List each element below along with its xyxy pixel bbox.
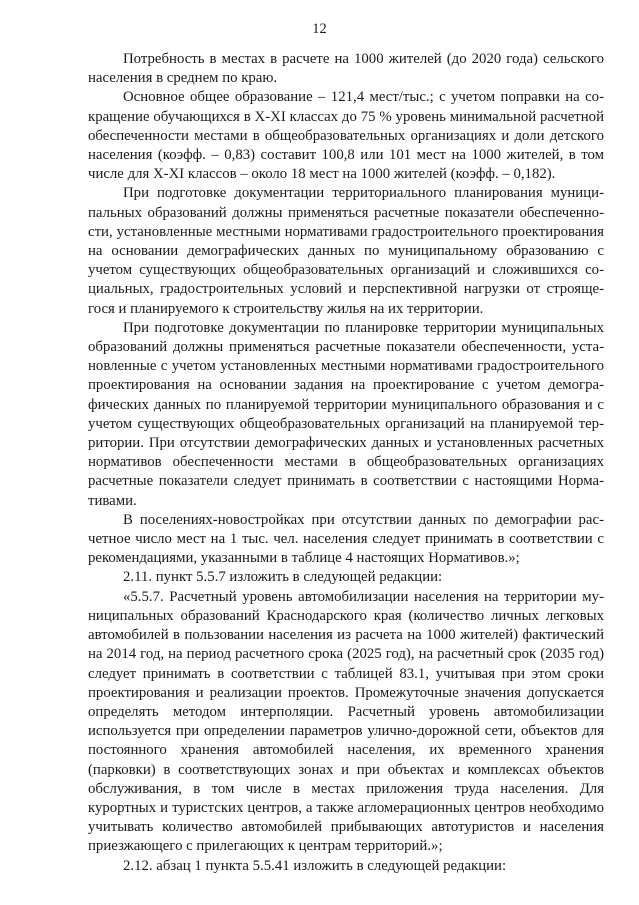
paragraph-new-settlements: В поселениях-новостройках при отсутствии данных по демографии расчетное число мест на 1 тыс. чел. населения следует принимать в соответствии с рекомендациями, указанными в таблице 4 настоящих Нормативов.»; [88, 511, 604, 567]
document-body [88, 50, 604, 876]
paragraph-territory-layout: При подготовке документации по планировке территории муниципальных образований должны применяться расчетные показатели обеспеченности, установленные с учетом установленных местными нормативами градостроительного проектирования на основании задания на проектирование с учетом демографических данных по планируемой территории муниципального образования и с учетом существующих общеобразовательных организаций на планируемой территории. При отсутствии демографических данных и установленных расчетных нормативов обеспеченности местами в общеобразовательных организациях расчетные показатели следует принимать в соответствии с настоящими Нормативами. [88, 319, 604, 509]
paragraph-places-per-1000: Потребность в местах в расчете на 1000 жителей (до 2020 года) сельского населения в среднем по краю. [88, 51, 604, 87]
paragraph-item-2-12: 2.12. абзац 1 пункта 5.5.41 изложить в следующей редакции: [123, 857, 507, 874]
paragraph-basic-education: Основное общее образование – 121,4 мест/тыс.; с учетом поправки на сокращение обучающихся в X-XI классах до 75 % уровень минимальной расчетной обеспеченности местами в общеобразовательных организациях и доли детского населения (коэфф. – 0,83) составит 100,8 или 101 мест на 1000 жителей, в том числе для X-XI классов – около 18 мест на 1000 жителей (коэфф. – 0,182). [88, 89, 604, 183]
page-number: 12 [312, 21, 327, 37]
paragraph-territorial-planning: При подготовке документации территориального планирования муниципальных образований должны применяться расчетные показатели обеспеченности, установленные местными нормативами градостроительного проектирования на основании демографических данных по муниципальному образованию с учетом существующих общеобразовательных организаций и сложившихся социальных, градостроительных условий и перспективной нагрузки от строящегося и планируемого к строительству жилья на их территории. [88, 185, 604, 317]
paragraph-clause-5-5-7: «5.5.7. Расчетный уровень автомобилизации населения на территории муниципальных образований Краснодарского края (количество личных легковых автомобилей в пользовании населения из расчета на 1000 жителей) фактический на 2014 год, на период расчетного срока (2025 год), на расчетный срок (2035 год) следует принимать в соответствии с таблицей 83.1, учитывая при этом сроки проектирования и реализации проектов. Промежуточные значения допускается определять методом интерполяции. Расчетный уровень автомобилизации используется при определении параметров улично-дорожной сети, объектов для постоянного хранения автомобилей населения, их временного хранения (парковки) в соответствующих зонах и при объектах и комплексах объектов обслуживания, в том числе в местах приложения труда населения. Для курортных и туристских центров, а также агломерационных центров необходимо учитывать количество автомобилей прибывающих автотуристов и населения приезжающего с прилегающих к центрам территорий.»; [88, 588, 604, 855]
paragraph-item-2-11: 2.11. пункт 5.5.7 изложить в следующей редакции: [123, 569, 443, 586]
